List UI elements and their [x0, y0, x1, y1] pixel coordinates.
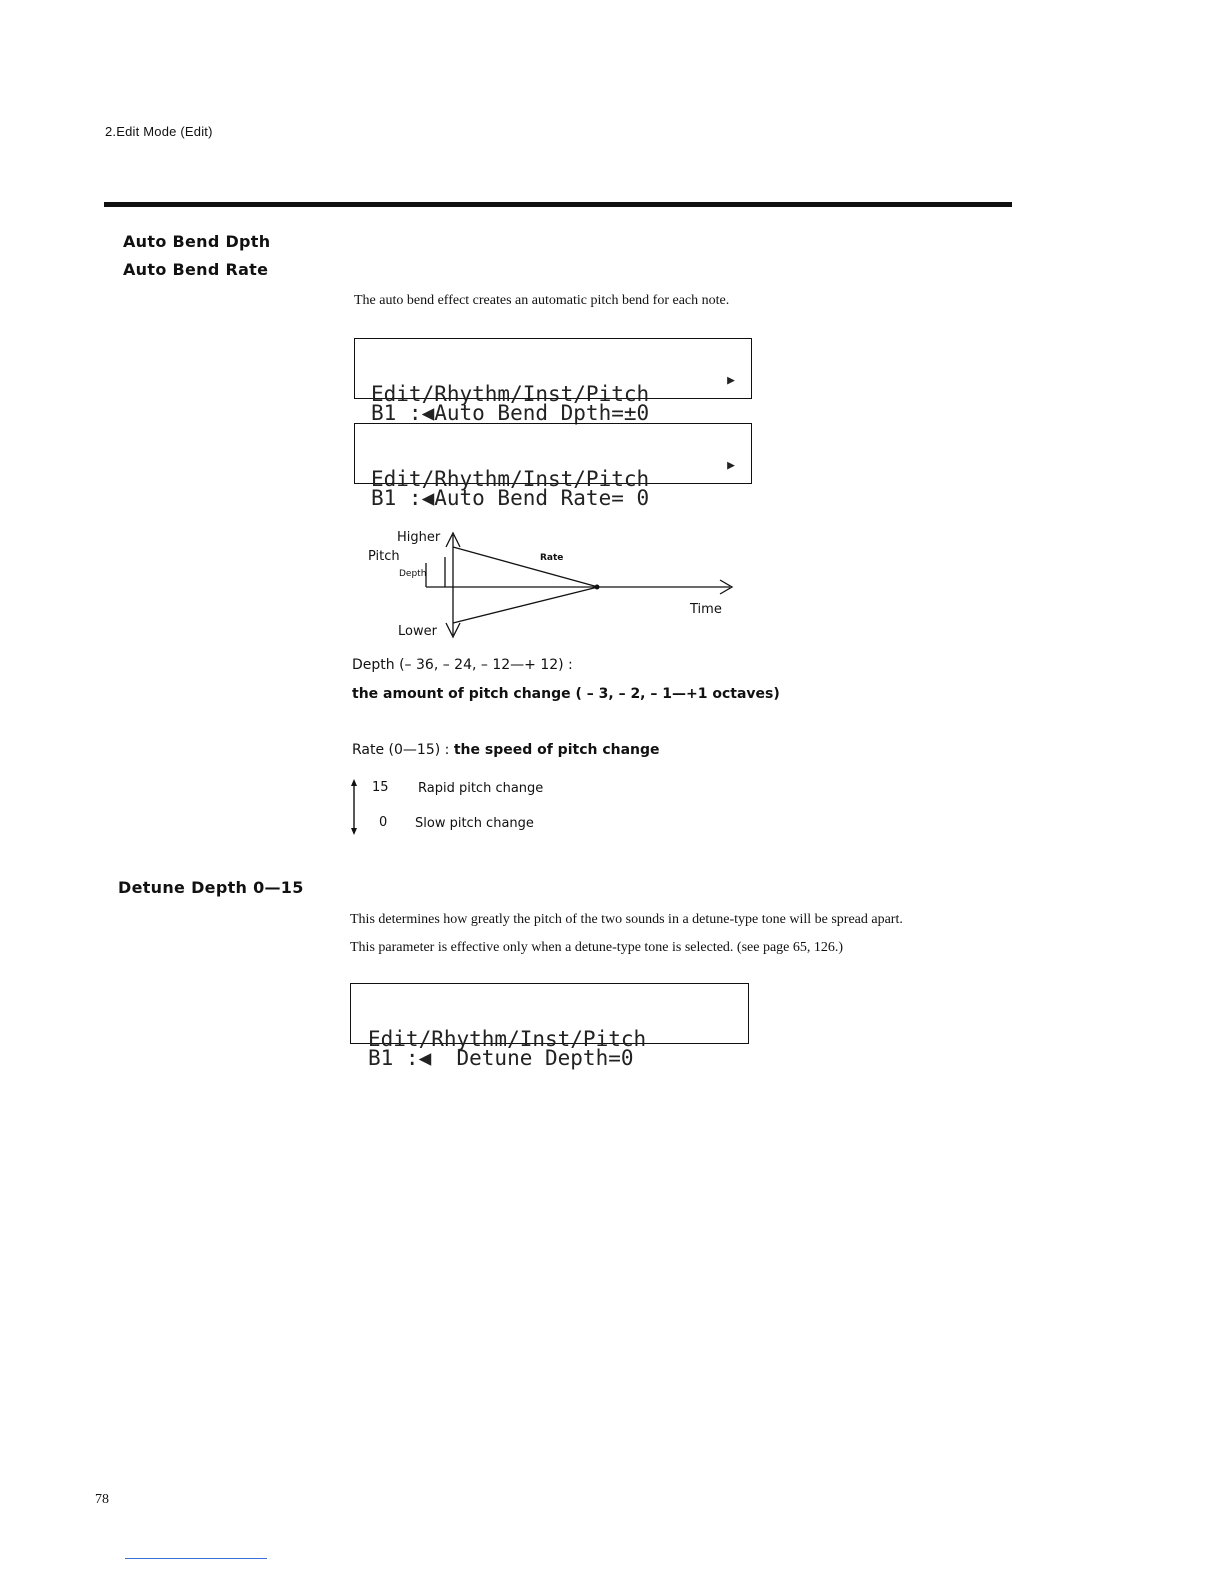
- rate-scale-arrow: [348, 777, 360, 837]
- param-auto-bend-depth: Auto Bend Dpth: [123, 232, 271, 251]
- detune-description-1: This determines how greatly the pitch of the two sounds in a detune-type tone will be spread apart.: [350, 912, 903, 927]
- upper-envelope: [453, 547, 598, 587]
- rate-range: Rate (0—15) :: [352, 742, 454, 758]
- lcd-display-detune: [350, 983, 749, 1070]
- detune-description-2: This parameter is effective only when a detune-type tone is selected. (see page 65, 126.): [350, 940, 844, 955]
- right-arrow-icon: ▶: [727, 458, 735, 473]
- label-lower: Lower: [398, 624, 437, 639]
- lcd-display-rate: [354, 423, 752, 510]
- rate-scale-value: 15: [372, 780, 389, 795]
- rate-line: [352, 742, 660, 758]
- label-time: Time: [690, 602, 722, 617]
- label-depth: Depth: [399, 569, 427, 579]
- right-arrow-icon: ▶: [727, 373, 735, 388]
- param-auto-bend-rate: Auto Bend Rate: [123, 260, 269, 279]
- bottom-rule: [125, 1558, 267, 1559]
- depth-description: the amount of pitch change ( – 3, – 2, – 1—+1 octaves): [352, 686, 780, 702]
- convergence-point: [595, 585, 600, 590]
- rate-scale-value: 0: [379, 815, 388, 830]
- auto-bend-description: The auto bend effect creates an automatic pitch bend for each note.: [354, 293, 730, 308]
- lower-envelope: [453, 587, 598, 623]
- page-number: 78: [95, 1492, 109, 1507]
- param-detune-depth: Detune Depth 0—15: [118, 878, 304, 897]
- lcd-line-1: Edit/Rhythm/Inst/Pitch: [368, 1027, 647, 1051]
- lcd-line-2: B1 :◀ Detune Depth=0: [368, 1046, 634, 1070]
- lcd-line-2: B1 :◀Auto Bend Dpth=±0: [371, 401, 650, 425]
- label-rate: Rate: [540, 553, 564, 563]
- up-arrow-icon: [351, 779, 357, 786]
- header-rule: [104, 202, 1012, 207]
- rate-description: the speed of pitch change: [453, 742, 660, 758]
- label-pitch: Pitch: [368, 549, 400, 564]
- depth-range: Depth (– 36, – 24, – 12—+ 12) :: [352, 657, 573, 673]
- lcd-line-1: Edit/Rhythm/Inst/Pitch: [371, 467, 650, 491]
- lcd-display-depth: [354, 338, 752, 425]
- rate-scale-label: Rapid pitch change: [418, 781, 544, 796]
- rate-scale-label: Slow pitch change: [415, 816, 534, 831]
- down-arrow-icon: [351, 828, 357, 835]
- label-higher: Higher: [397, 530, 441, 545]
- lcd-line-2: B1 :◀Auto Bend Rate= 0: [371, 486, 650, 510]
- lcd-line-1: Edit/Rhythm/Inst/Pitch: [371, 382, 650, 406]
- page-header: 2.Edit Mode (Edit): [105, 124, 213, 139]
